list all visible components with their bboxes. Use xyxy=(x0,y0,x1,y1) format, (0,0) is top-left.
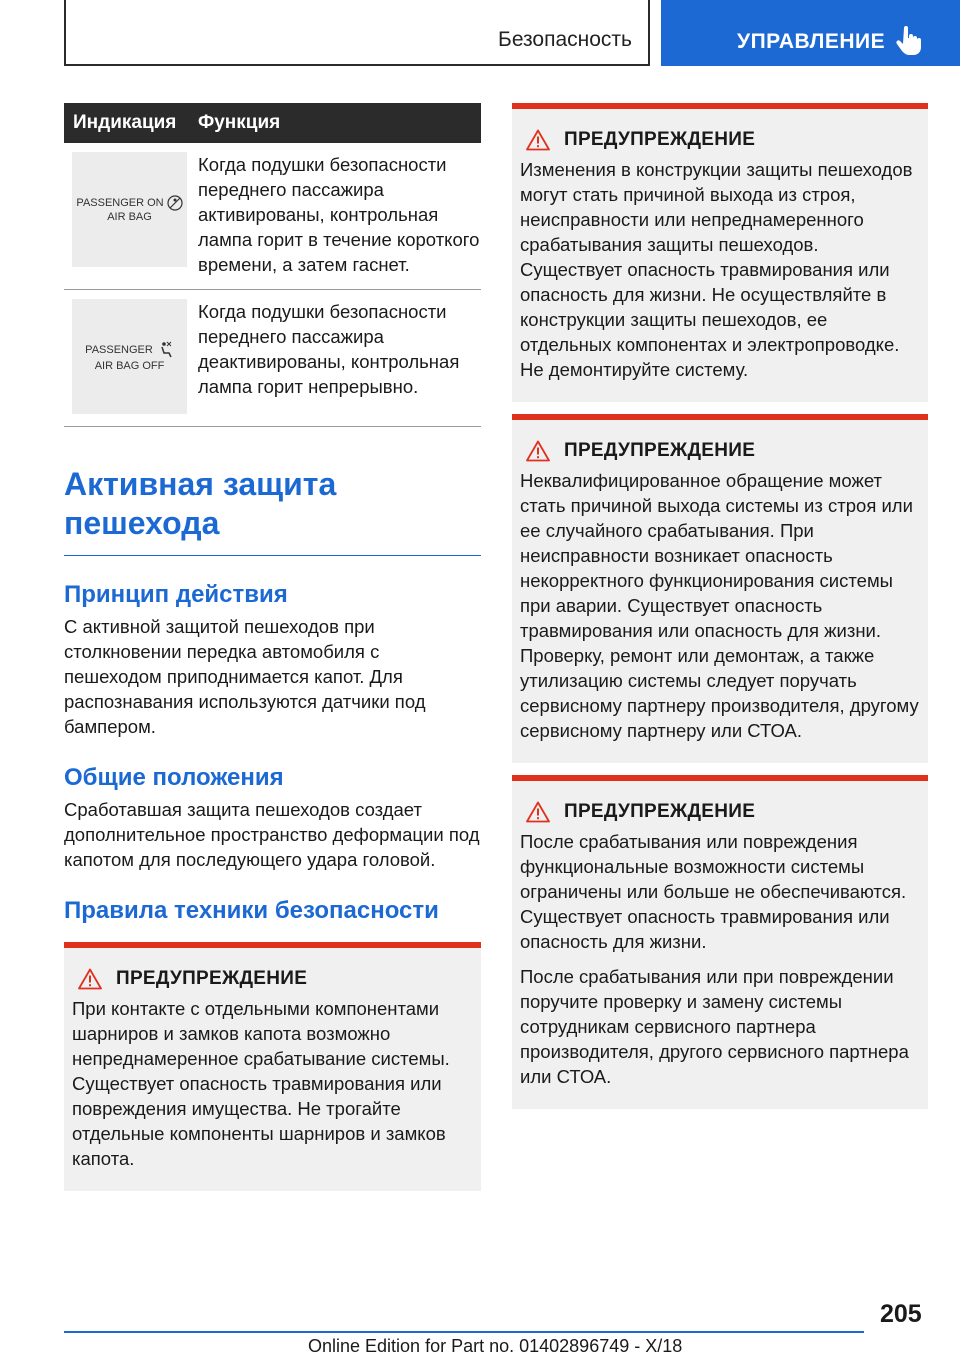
warning-label: ПРЕДУПРЕЖДЕНИЕ xyxy=(564,129,756,150)
col-function-header: Функция xyxy=(198,112,281,133)
general-heading: Общие положения xyxy=(64,764,284,791)
warning-triangle-icon xyxy=(526,801,550,823)
warning-text: После срабатывания или повреждения функциональные возможности системы ограничены или больше не обеспечиваются. Существует опасность травмирования или опасность для жизни. xyxy=(520,831,907,952)
pointing-hand-icon xyxy=(896,26,922,56)
function-text: Когда подушки безопасности переднего пассажира активированы, контрольная лампа горит в течение короткого времени, а затем гаснет. xyxy=(198,154,480,275)
warning-label: ПРЕДУПРЕЖДЕНИЕ xyxy=(564,440,756,461)
warning-text: Неквалифицированное обращение может стать причиной выхода системы из строя или ее случайного срабатывания. При неисправности возникает опасность некорректного функционирования системы при аварии. Существует опасность травмирования или опасность для жизни. Проверку, ремонт или демонтаж, а также утилизацию системы следует поручать сервисному партнеру производителя, другому сервисному партнеру или СТОА. xyxy=(520,470,919,741)
left-column xyxy=(64,103,481,1191)
footer-divider xyxy=(64,1331,864,1333)
warning-triangle-icon xyxy=(526,440,550,462)
warning-box xyxy=(512,414,928,763)
indicator-text: AIR BAG xyxy=(107,211,152,223)
principle-heading: Принцип действия xyxy=(64,581,288,608)
section-title: Активная защита пешехода xyxy=(64,465,481,556)
header-chapter-title: УПРАВЛЕНИЕ xyxy=(737,30,886,53)
principle-text: С активной защитой пешеходов при столкновении передка автомобиля с пешеходом приподнимается капот. Для распознавания используются датчики под бампером. xyxy=(64,616,426,737)
table-header xyxy=(64,103,481,143)
safety-heading: Правила техники безопасности xyxy=(64,897,439,924)
warning-text: Изменения в конструкции защиты пешеходов могут стать причиной выхода из строя, неисправности или непреднамеренного срабатывания защиты пешеходов. Существует опасность травмирования или опасность для жизни. Не осуществляйте в конструкции защиты пешеходов, ее отдельных компонентах и электропроводке. Не демонтируйте систему. xyxy=(520,159,913,380)
warning-label: ПРЕДУПРЕЖДЕНИЕ xyxy=(564,801,756,822)
warning-box xyxy=(64,942,481,1191)
indicator-text: PASSENGER xyxy=(76,196,145,209)
indicator-state: ON xyxy=(147,196,164,209)
warning-triangle-icon xyxy=(526,129,550,151)
warning-box xyxy=(512,775,928,1109)
indicator-text: AIR BAG xyxy=(94,360,140,372)
table-row xyxy=(64,290,481,427)
indicator-text: PASSENGER xyxy=(85,343,153,356)
footer-edition: Online Edition for Part no. 01402896749 - X/18 xyxy=(308,1336,683,1356)
warning-label: ПРЕДУПРЕЖДЕНИЕ xyxy=(116,968,308,989)
header-section-tab xyxy=(64,0,650,66)
general-text: Сработавшая защита пешеходов создает дополнительное пространство деформации под капотом для последующего удара головой. xyxy=(64,799,480,870)
warning-box xyxy=(512,103,928,402)
table-row xyxy=(64,143,481,290)
airbag-on-icon xyxy=(167,195,183,211)
col-indicator-header: Индикация xyxy=(73,112,177,133)
function-text: Когда подушки безопасности переднего пассажира деактивированы, контрольная лампа горит непрерывно. xyxy=(198,301,460,397)
passenger-airbag-on-indicator xyxy=(72,152,187,267)
warning-text: При контакте с отдельными компонентами шарниров и замков капота возможно непреднамеренное срабатывание системы. Существует опасность травмирования или повреждения имущества. Не трогайте отдельные компоненты шарниров и замков капота. xyxy=(72,998,450,1169)
page-number: 205 xyxy=(880,1300,922,1328)
warning-triangle-icon xyxy=(78,968,102,990)
warning-text: После срабатывания или при повреждении поручите проверку и замену системы сотрудникам сервисного партнера производителя, другого сервисного партнера или СТОА. xyxy=(520,966,909,1087)
right-column xyxy=(512,103,928,1121)
indicator-state: OFF xyxy=(142,360,165,372)
seat-airbag-icon xyxy=(156,340,174,360)
header-section-title: Безопасность xyxy=(498,28,632,51)
passenger-airbag-off-indicator xyxy=(72,299,187,414)
header-chapter-tab[interactable] xyxy=(661,0,960,66)
